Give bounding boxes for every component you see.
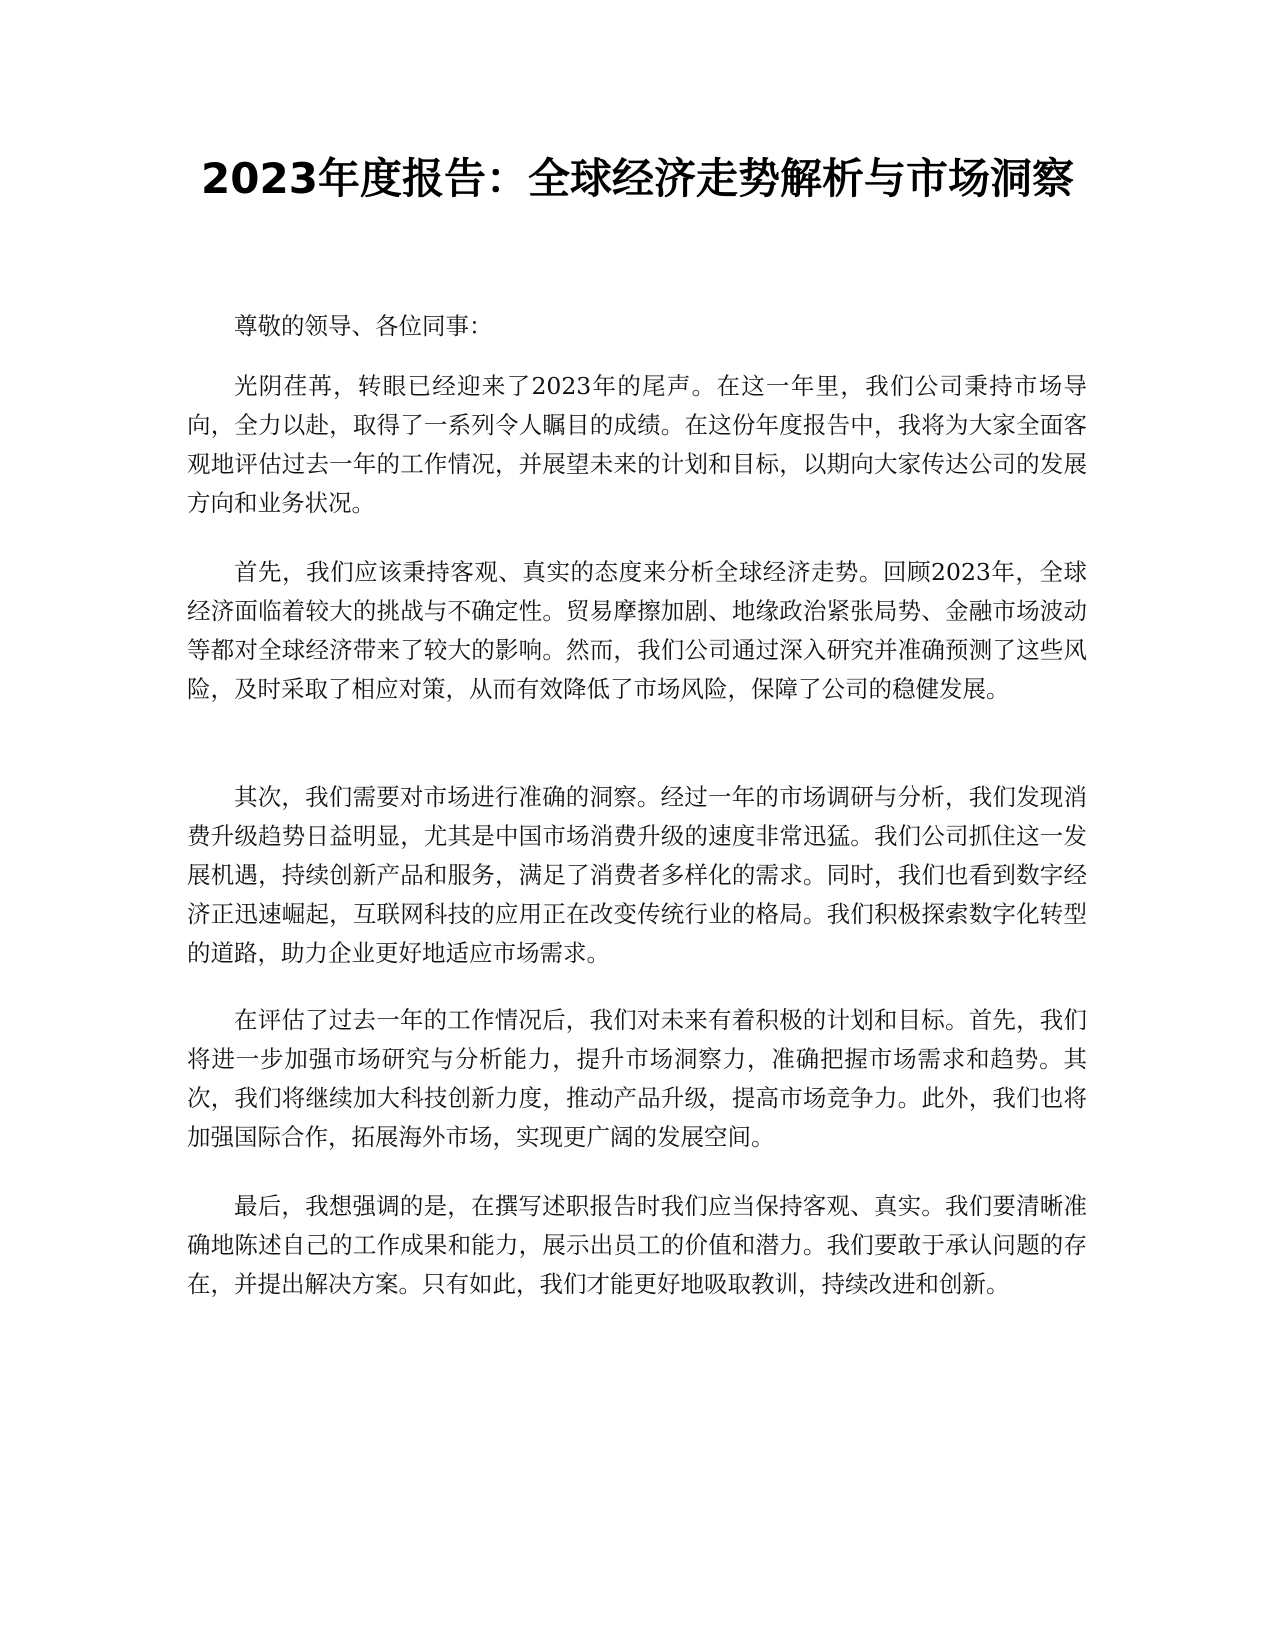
paragraph-future-plans: 在评估了过去一年的工作情况后，我们对未来有着积极的计划和目标。首先，我们将进一步加强市场研究与分析能力，提升市场洞察力，准确把握市场需求和趋势。其次，我们将继续加大科技创新力度，推动产品升级，提高市场竞争力。此外，我们也将加强国际合作，拓展海外市场，实现更广阔的发展空间。 [187, 1006, 1087, 1151]
paragraph-conclusion: 最后，我想强调的是，在撰写述职报告时我们应当保持客观、真实。我们要清晰准确地陈述自己的工作成果和能力，展示出员工的价值和潜力。我们要敢于承认问题的存在，并提出解决方案。只有如此，我们才能更好地吸取教训，持续改进和创新。 [187, 1192, 1087, 1298]
paragraph-intro: 光阴荏苒，转眼已经迎来了2023年的尾声。在这一年里，我们公司秉持市场导向，全力以赴，取得了一系列令人瞩目的成绩。在这份年度报告中，我将为大家全面客观地评估过去一年的工作情况，并展望未来的计划和目标，以期向大家传达公司的发展方向和业务状况。 [187, 372, 1087, 517]
salutation: 尊敬的领导、各位同事： [234, 312, 493, 340]
paragraph-market-insight: 其次，我们需要对市场进行准确的洞察。经过一年的市场调研与分析，我们发现消费升级趋势日益明显，尤其是中国市场消费升级的速度非常迅猛。我们公司抓住这一发展机遇，持续创新产品和服务，满足了消费者多样化的需求。同时，我们也看到数字经济正迅速崛起，互联网科技的应用正在改变传统行业的格局。我们积极探索数字化转型的道路，助力企业更好地适应市场需求。 [187, 783, 1087, 967]
paragraph-global-economy: 首先，我们应该秉持客观、真实的态度来分析全球经济走势。回顾2023年，全球经济面临着较大的挑战与不确定性。贸易摩擦加剧、地缘政治紧张局势、金融市场波动等都对全球经济带来了较大的影响。然而，我们公司通过深入研究并准确预测了这些风险，及时采取了相应对策，从而有效降低了市场风险，保障了公司的稳健发展。 [187, 558, 1087, 703]
document-title: 2023年度报告：全球经济走势解析与市场洞察 [201, 154, 1074, 203]
